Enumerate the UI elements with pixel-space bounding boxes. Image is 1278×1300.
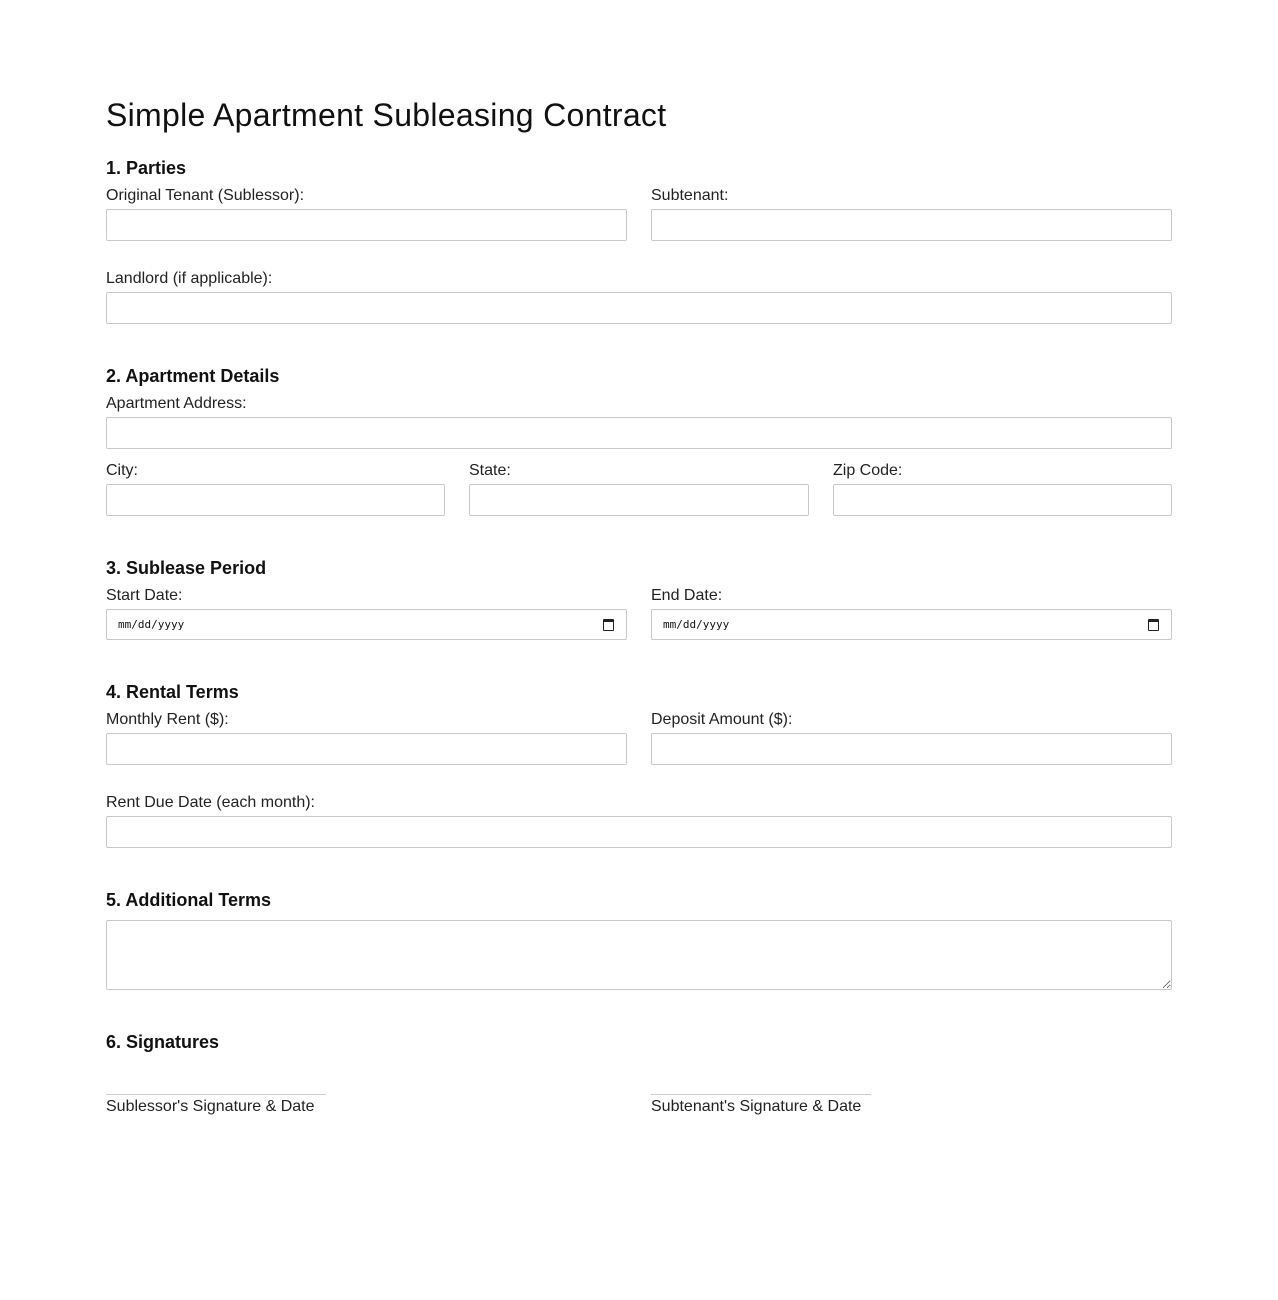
end-date-input[interactable] <box>651 609 1172 640</box>
subtenant-signature-label: Subtenant's Signature & Date <box>651 1098 862 1115</box>
subtenant-input[interactable] <box>651 209 1172 241</box>
subtenant-label: Subtenant: <box>651 187 729 204</box>
start-date-label: Start Date: <box>106 587 183 604</box>
section-heading-period: 3. Sublease Period <box>106 558 267 578</box>
section-heading-signatures: 6. Signatures <box>106 1032 220 1052</box>
calendar-icon[interactable] <box>1148 619 1159 631</box>
start-date-input[interactable] <box>106 609 627 640</box>
address-label: Apartment Address: <box>106 395 247 412</box>
section-heading-parties: 1. Parties <box>106 158 187 178</box>
date-placeholder: mm/dd/yyyy <box>118 618 185 631</box>
city-input[interactable] <box>106 484 445 516</box>
zip-input[interactable] <box>833 484 1172 516</box>
deposit-label: Deposit Amount ($): <box>651 711 793 728</box>
subtenant-signature-line <box>651 1094 871 1095</box>
section-heading-rental: 4. Rental Terms <box>106 682 239 702</box>
monthly-rent-input[interactable] <box>106 733 627 765</box>
page-title: Simple Apartment Subleasing Contract <box>106 97 667 133</box>
date-placeholder: mm/dd/yyyy <box>663 618 730 631</box>
original-tenant-label: Original Tenant (Sublessor): <box>106 187 305 204</box>
rent-due-input[interactable] <box>106 816 1172 848</box>
state-label: State: <box>469 462 511 479</box>
rent-due-label: Rent Due Date (each month): <box>106 794 315 811</box>
calendar-icon[interactable] <box>603 619 614 631</box>
landlord-input[interactable] <box>106 292 1172 324</box>
sublessor-signature-label: Sublessor's Signature & Date <box>106 1098 315 1115</box>
address-input[interactable] <box>106 417 1172 449</box>
section-heading-apartment: 2. Apartment Details <box>106 366 280 386</box>
original-tenant-input[interactable] <box>106 209 627 241</box>
state-input[interactable] <box>469 484 809 516</box>
landlord-label: Landlord (if applicable): <box>106 270 273 287</box>
additional-terms-textarea[interactable] <box>106 920 1172 990</box>
monthly-rent-label: Monthly Rent ($): <box>106 711 229 728</box>
end-date-label: End Date: <box>651 587 723 604</box>
deposit-input[interactable] <box>651 733 1172 765</box>
city-label: City: <box>106 462 138 479</box>
zip-label: Zip Code: <box>833 462 903 479</box>
sublessor-signature-line <box>106 1094 326 1095</box>
section-heading-additional: 5. Additional Terms <box>106 890 272 910</box>
